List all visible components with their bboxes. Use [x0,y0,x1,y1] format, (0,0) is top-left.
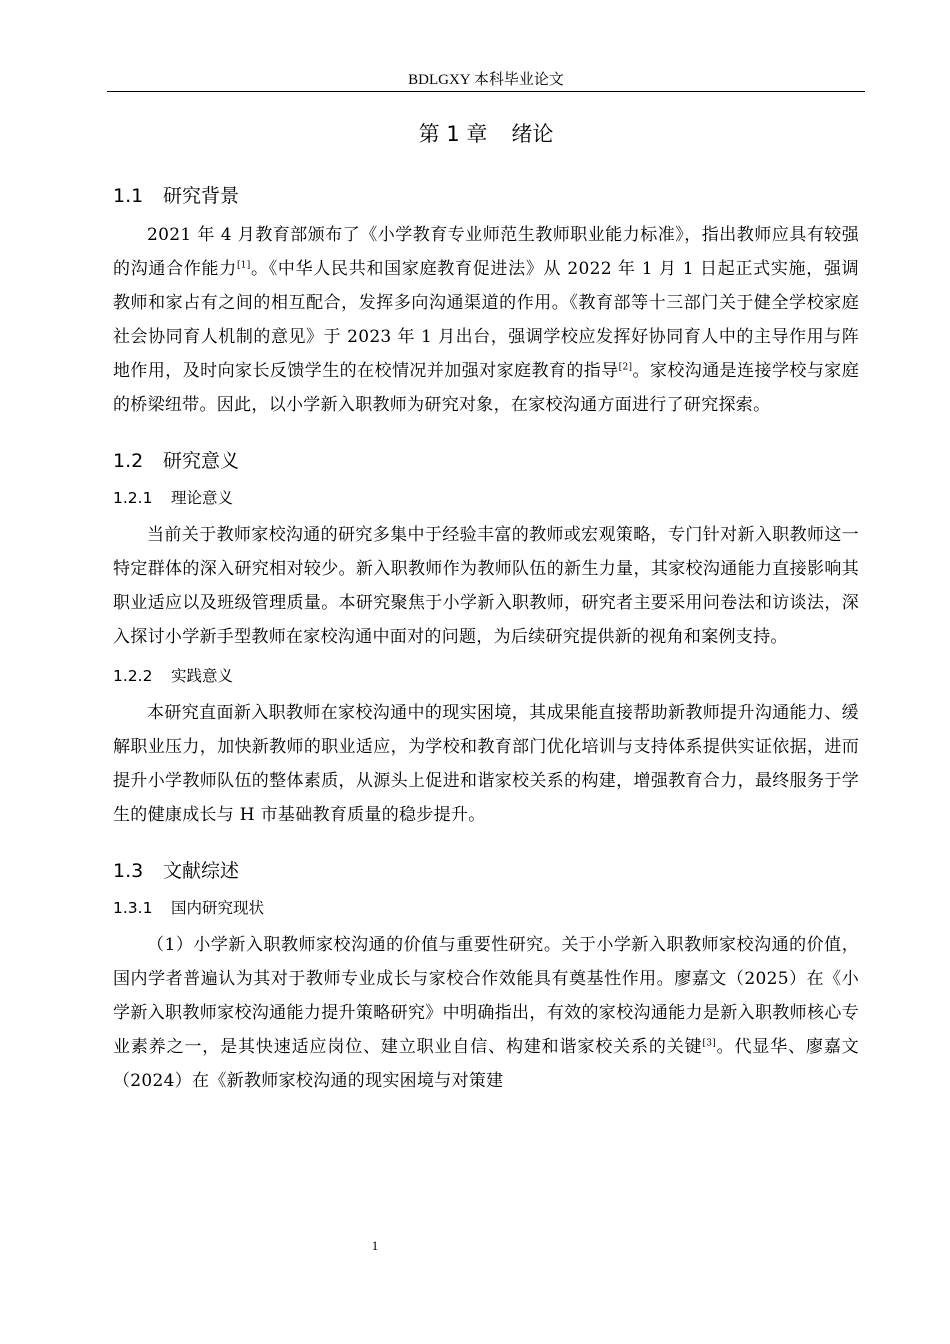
section-title: 文献综述 [163,860,240,882]
citation-ref: [1] [236,260,251,271]
section-heading-1-2 [113,446,859,476]
chapter-number: 第 1 章 [418,122,488,146]
section-number: 1.3 [113,860,144,882]
page-number: 1 [371,1238,379,1253]
subsection-title: 国内研究现状 [171,899,265,917]
section-heading-1-1 [113,181,859,211]
subsection-heading-1-2-2 [113,663,859,689]
section-number: 1.1 [113,185,144,207]
subsection-number: 1.2.2 [113,667,153,685]
paragraph-practical-significance: 本研究直面新入职教师在家校沟通中的现实困境，其成果能直接帮助新教师提升沟通能力、缓解职业压力，加快新教师的职业适应，为学校和教育部门优化培训与支持体系提供实证依据，进而提升小学教师队伍的整体素质，从源头上促进和谐家校关系的构建，增强教育合力，最终服务于学生的健康成长与 H 市基础教育质量的稳步提升。 [113,703,859,825]
paragraph-theoretical-significance: 当前关于教师家校沟通的研究多集中于经验丰富的教师或宏观策略，专门针对新入职教师这一特定群体的深入研究相对较少。新入职教师作为教师队伍的新生力量，其家校沟通能力直接影响其职业适应以及班级管理质量。本研究聚焦于小学新入职教师，研究者主要采用问卷法和访谈法，深入探讨小学新手型教师在家校沟通中面对的问题，为后续研究提供新的视角和案例支持。 [113,525,859,647]
section-number: 1.2 [113,450,144,472]
header-rule [107,91,865,92]
page-content [113,112,859,1098]
subsection-heading-1-2-1 [113,485,859,511]
chapter-title [113,116,859,152]
subsection-heading-1-3-1 [113,895,859,921]
section-heading-1-3 [113,856,859,886]
subsection-number: 1.3.1 [113,899,153,917]
citation-ref: [3] [702,1038,717,1049]
section-title: 研究意义 [163,450,240,472]
citation-ref: [2] [618,362,633,373]
chapter-name: 绪论 [511,122,554,146]
subsection-title: 理论意义 [171,489,234,507]
running-header: BDLGXY 本科毕业论文 [408,72,564,88]
section-title: 研究背景 [163,185,240,207]
subsection-title: 实践意义 [171,667,234,685]
subsection-number: 1.2.1 [113,489,153,507]
paragraph-domestic-research: （1）小学新入职教师家校沟通的价值与重要性研究。关于小学新入职教师家校沟通的价值，国内学者普遍认为其对于教师专业成长与家校合作效能具有奠基性作用。廖嘉文（2025）在《小学新入职教师家校沟通能力提升策略研究》中明确指出，有效的家校沟通能力是新入职教师核心专业素养之一，是其快速适应岗位、建立职业自信、构建和谐家校关系的关键[3]。代显华、廖嘉文（2024）在《新教师家校沟通的现实困境与对策建 [113,935,859,1091]
paragraph-background: 2021 年 4 月教育部颁布了《小学教育专业师范生教师职业能力标准》，指出教师应具有较强的沟通合作能力[1]。《中华人民共和国家庭教育促进法》从 2022 年 1 月 1 日起正式实施，强调教师和家占有之间的相互配合，发挥多向沟通渠道的作用。《教育部等十三部门关于健全学校家庭社会协同育人机制的意见》于 2023 年 1 月出台，强调学校应发挥好协同育人中的主导作用与阵地作用，及时向家长反馈学生的在校情况并加强对家庭教育的指导[2]。家校沟通是连接学校与家庭的桥梁纽带。因此，以小学新入职教师为研究对象，在家校沟通方面进行了研究探索。 [113,225,860,415]
